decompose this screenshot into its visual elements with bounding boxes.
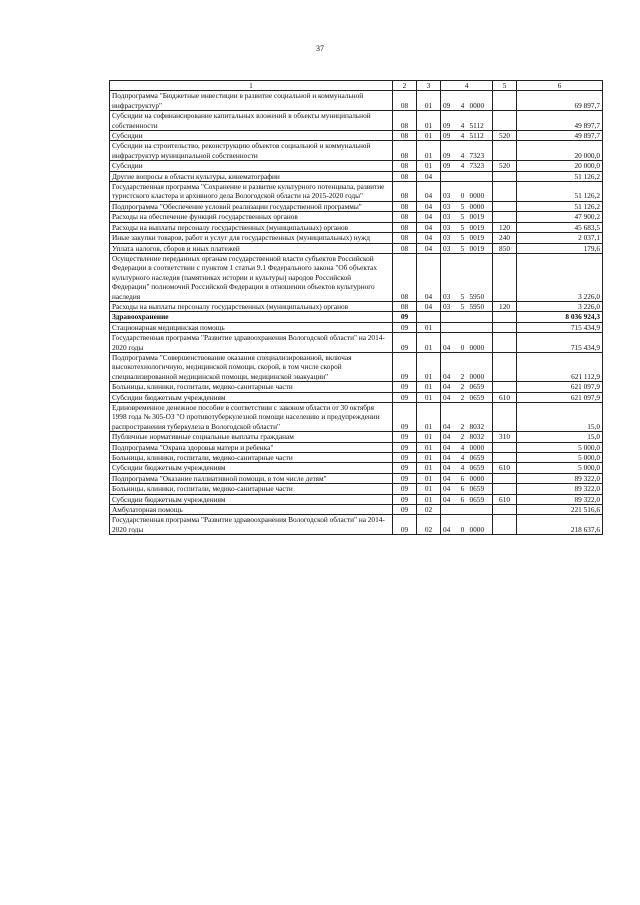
table-row (110, 212, 603, 222)
row-section-cell: 09 (393, 453, 417, 463)
row-amount-cell: 89 322,0 (517, 473, 603, 483)
row-direction-code-cell: 5950 (468, 301, 493, 311)
row-direction-code-cell: 7323 (468, 141, 493, 161)
row-subprogram-code-cell: 2 (458, 403, 468, 432)
row-name-cell: Стационарная медицинская помощь (110, 322, 393, 332)
row-section-cell: 09 (393, 312, 417, 322)
row-subsection-cell: 01 (417, 352, 441, 381)
row-name-cell: Субсидии на софинансирование капитальных вложений в объекты муниципальной собственности (110, 111, 393, 131)
table-row (110, 222, 603, 232)
table-row (110, 442, 603, 452)
row-amount-cell: 715 434,9 (517, 333, 603, 353)
row-name-cell: Больницы, клиники, госпитали, медико-санитарные части (110, 382, 393, 392)
row-subprogram-code-cell: 5 (458, 201, 468, 211)
row-amount-cell: 8 036 924,3 (517, 312, 603, 322)
table-row (110, 473, 603, 483)
row-program-code-cell: 09 (441, 111, 458, 131)
row-subsection-cell: 01 (417, 141, 441, 161)
row-section-cell: 08 (393, 141, 417, 161)
row-subsection-cell: 01 (417, 382, 441, 392)
row-name-cell: Государственная программа "Сохранение и развитие культурного потенциала, развитие туристского кластера и архивного дела Вологодской области на 2015-2020 годы" (110, 182, 393, 202)
row-program-code-cell: 04 (441, 352, 458, 381)
row-name-cell: Другие вопросы в области культуры, кинематографии (110, 171, 393, 181)
row-name-cell: Государственная программа "Развитие здравоохранения Вологодской области" на 2014-2020 годы (110, 515, 393, 535)
row-direction-code-cell (468, 505, 493, 515)
row-expense-type-cell (493, 382, 517, 392)
table-row (110, 333, 603, 353)
row-program-code-cell: 04 (441, 484, 458, 494)
row-direction-code-cell: 0000 (468, 515, 493, 535)
row-program-code-cell: 03 (441, 301, 458, 311)
row-amount-cell: 51 126,2 (517, 171, 603, 181)
header-col-4: 4 (441, 81, 493, 91)
row-expense-type-cell (493, 484, 517, 494)
row-direction-code-cell: 0659 (468, 494, 493, 504)
row-expense-type-cell (493, 182, 517, 202)
row-section-cell: 09 (393, 463, 417, 473)
table-row (110, 515, 603, 535)
row-name-cell: Здравоохранение (110, 312, 393, 322)
row-subprogram-code-cell: 5 (458, 233, 468, 243)
row-subprogram-code-cell: 2 (458, 432, 468, 442)
row-direction-code-cell: 5950 (468, 253, 493, 301)
row-direction-code-cell: 0659 (468, 453, 493, 463)
row-name-cell: Больницы, клиники, госпитали, медико-санитарные части (110, 453, 393, 463)
row-expense-type-cell (493, 473, 517, 483)
row-section-cell: 09 (393, 515, 417, 535)
row-expense-type-cell (493, 111, 517, 131)
row-amount-cell: 51 126,2 (517, 201, 603, 211)
row-direction-code-cell: 0659 (468, 463, 493, 473)
table-header-row (110, 81, 603, 91)
row-subsection-cell: 01 (417, 111, 441, 131)
row-subsection-cell: 04 (417, 222, 441, 232)
row-subsection-cell: 01 (417, 453, 441, 463)
row-direction-code-cell: 5112 (468, 111, 493, 131)
row-program-code-cell: 04 (441, 515, 458, 535)
row-name-cell: Расходы на обеспечение функций государственных органов (110, 212, 393, 222)
table-row (110, 243, 603, 253)
row-name-cell: Субсидии (110, 131, 393, 141)
row-section-cell: 08 (393, 161, 417, 171)
row-subsection-cell: 01 (417, 403, 441, 432)
table-body (110, 91, 603, 535)
row-program-code-cell: 03 (441, 182, 458, 202)
row-program-code-cell: 04 (441, 453, 458, 463)
row-expense-type-cell (493, 453, 517, 463)
row-amount-cell: 51 126,2 (517, 182, 603, 202)
row-subprogram-code-cell (458, 171, 468, 181)
row-name-cell: Субсидии (110, 161, 393, 171)
table-row (110, 161, 603, 171)
table-row (110, 171, 603, 181)
table-row (110, 484, 603, 494)
row-amount-cell: 179,6 (517, 243, 603, 253)
row-direction-code-cell: 0000 (468, 333, 493, 353)
row-subprogram-code-cell: 2 (458, 382, 468, 392)
row-expense-type-cell (493, 201, 517, 211)
row-subprogram-code-cell: 4 (458, 161, 468, 171)
row-name-cell: Публичные нормативные социальные выплаты гражданам (110, 432, 393, 442)
row-subsection-cell: 01 (417, 463, 441, 473)
row-amount-cell: 69 897,7 (517, 91, 603, 111)
row-direction-code-cell: 8032 (468, 403, 493, 432)
row-direction-code-cell: 0019 (468, 212, 493, 222)
row-expense-type-cell: 240 (493, 233, 517, 243)
table-row (110, 182, 603, 202)
row-program-code-cell: 04 (441, 494, 458, 504)
row-section-cell: 08 (393, 201, 417, 211)
row-subprogram-code-cell (458, 322, 468, 332)
row-section-cell: 09 (393, 505, 417, 515)
table-row (110, 312, 603, 322)
row-subsection-cell: 04 (417, 212, 441, 222)
row-expense-type-cell (493, 322, 517, 332)
row-section-cell: 09 (393, 494, 417, 504)
row-amount-cell: 621 097,9 (517, 392, 603, 402)
row-amount-cell: 715 434,9 (517, 322, 603, 332)
row-name-cell: Субсидии бюджетным учреждениям (110, 392, 393, 402)
row-program-code-cell (441, 505, 458, 515)
row-amount-cell: 49 897,7 (517, 111, 603, 131)
row-section-cell: 09 (393, 322, 417, 332)
row-program-code-cell: 09 (441, 161, 458, 171)
row-expense-type-cell (493, 442, 517, 452)
header-col-2: 2 (393, 81, 417, 91)
row-amount-cell: 621 097,9 (517, 382, 603, 392)
row-program-code-cell: 03 (441, 222, 458, 232)
row-program-code-cell: 03 (441, 212, 458, 222)
row-section-cell: 09 (393, 392, 417, 402)
row-amount-cell: 47 900,2 (517, 212, 603, 222)
row-expense-type-cell: 610 (493, 392, 517, 402)
row-subprogram-code-cell: 6 (458, 473, 468, 483)
row-expense-type-cell: 850 (493, 243, 517, 253)
row-program-code-cell: 04 (441, 333, 458, 353)
header-col-1: 1 (110, 81, 393, 91)
row-direction-code-cell: 0000 (468, 182, 493, 202)
row-program-code-cell: 03 (441, 233, 458, 243)
row-amount-cell: 221 516,6 (517, 505, 603, 515)
table-row (110, 453, 603, 463)
row-section-cell: 08 (393, 233, 417, 243)
row-amount-cell: 5 000,0 (517, 463, 603, 473)
row-subsection-cell: 01 (417, 494, 441, 504)
header-col-3: 3 (417, 81, 441, 91)
row-subsection-cell: 04 (417, 201, 441, 211)
row-direction-code-cell (468, 171, 493, 181)
row-section-cell: 08 (393, 171, 417, 181)
row-subprogram-code-cell: 6 (458, 484, 468, 494)
row-section-cell: 09 (393, 473, 417, 483)
row-program-code-cell: 04 (441, 392, 458, 402)
row-amount-cell: 20 000,0 (517, 141, 603, 161)
row-direction-code-cell: 8032 (468, 432, 493, 442)
row-expense-type-cell (493, 141, 517, 161)
row-section-cell: 09 (393, 432, 417, 442)
row-subsection-cell: 02 (417, 505, 441, 515)
row-subprogram-code-cell: 4 (458, 442, 468, 452)
table-row (110, 301, 603, 311)
row-amount-cell: 89 322,0 (517, 484, 603, 494)
table-row (110, 463, 603, 473)
row-expense-type-cell: 310 (493, 432, 517, 442)
table-row (110, 233, 603, 243)
row-expense-type-cell (493, 333, 517, 353)
row-direction-code-cell: 0000 (468, 352, 493, 381)
row-direction-code-cell: 0019 (468, 243, 493, 253)
row-expense-type-cell (493, 352, 517, 381)
row-name-cell: Единовременное денежное пособие в соответствии с законом области от 30 октября 1998 года № 305-ОЗ "О противотуберкулезной помощи населению и предупреждении распространения туберкулеза в Вологодской области" (110, 403, 393, 432)
row-amount-cell: 49 897,7 (517, 131, 603, 141)
row-subprogram-code-cell (458, 505, 468, 515)
row-subprogram-code-cell: 4 (458, 141, 468, 161)
row-subprogram-code-cell: 0 (458, 182, 468, 202)
row-expense-type-cell (493, 91, 517, 111)
row-direction-code-cell: 0019 (468, 222, 493, 232)
row-expense-type-cell: 610 (493, 463, 517, 473)
row-section-cell: 08 (393, 222, 417, 232)
table-row (110, 494, 603, 504)
row-section-cell: 09 (393, 352, 417, 381)
row-section-cell: 09 (393, 442, 417, 452)
row-program-code-cell: 04 (441, 473, 458, 483)
row-section-cell: 08 (393, 212, 417, 222)
row-amount-cell: 15,0 (517, 403, 603, 432)
row-subsection-cell: 04 (417, 253, 441, 301)
table-row (110, 253, 603, 301)
row-section-cell: 08 (393, 243, 417, 253)
row-name-cell: Амбулаторная помощь (110, 505, 393, 515)
row-expense-type-cell (493, 312, 517, 322)
page-number: 37 (316, 44, 324, 53)
row-subsection-cell: 01 (417, 392, 441, 402)
row-subprogram-code-cell: 5 (458, 222, 468, 232)
row-expense-type-cell (493, 515, 517, 535)
row-amount-cell: 5 000,0 (517, 442, 603, 452)
row-amount-cell: 621 112,9 (517, 352, 603, 381)
row-subprogram-code-cell: 4 (458, 463, 468, 473)
row-section-cell: 09 (393, 484, 417, 494)
row-subprogram-code-cell: 2 (458, 392, 468, 402)
row-name-cell: Подпрограмма "Совершенствование оказания специализированной, включая высокотехнологичную, медицинской помощи, скорой, в том числе скорой специализированной медицинской помощи, медицинской эвакуации" (110, 352, 393, 381)
row-subprogram-code-cell (458, 312, 468, 322)
row-subsection-cell: 01 (417, 442, 441, 452)
row-direction-code-cell: 0019 (468, 233, 493, 243)
row-subsection-cell: 04 (417, 243, 441, 253)
row-name-cell: Иные закупки товаров, работ и услуг для государственных (муниципальных) нужд (110, 233, 393, 243)
table-row (110, 403, 603, 432)
row-subsection-cell: 04 (417, 301, 441, 311)
row-expense-type-cell (493, 505, 517, 515)
row-direction-code-cell: 0659 (468, 392, 493, 402)
row-name-cell: Уплата налогов, сборов и иных платежей (110, 243, 393, 253)
table-row (110, 201, 603, 211)
row-program-code-cell: 03 (441, 253, 458, 301)
row-expense-type-cell (493, 403, 517, 432)
table-row (110, 131, 603, 141)
row-expense-type-cell: 520 (493, 161, 517, 171)
row-subprogram-code-cell: 6 (458, 494, 468, 504)
row-program-code-cell: 04 (441, 463, 458, 473)
row-expense-type-cell: 120 (493, 222, 517, 232)
table-row (110, 505, 603, 515)
row-subsection-cell: 01 (417, 131, 441, 141)
header-col-6: 6 (517, 81, 603, 91)
row-subsection-cell: 01 (417, 161, 441, 171)
row-program-code-cell: 03 (441, 201, 458, 211)
row-program-code-cell (441, 312, 458, 322)
row-section-cell: 08 (393, 301, 417, 311)
row-amount-cell: 89 322,0 (517, 494, 603, 504)
row-subsection-cell: 04 (417, 182, 441, 202)
row-amount-cell: 3 226,0 (517, 301, 603, 311)
row-subsection-cell: 01 (417, 333, 441, 353)
row-program-code-cell: 03 (441, 243, 458, 253)
table-row (110, 392, 603, 402)
row-amount-cell: 15,0 (517, 432, 603, 442)
row-subprogram-code-cell: 4 (458, 91, 468, 111)
row-section-cell: 08 (393, 91, 417, 111)
row-name-cell: Государственная программа "Развитие здравоохранения Вологодской области" на 2014-2020 годы (110, 333, 393, 353)
table-row (110, 352, 603, 381)
row-subprogram-code-cell: 0 (458, 333, 468, 353)
row-direction-code-cell: 0000 (468, 91, 493, 111)
row-program-code-cell: 04 (441, 382, 458, 392)
row-subprogram-code-cell: 5 (458, 212, 468, 222)
budget-table (109, 80, 603, 535)
row-amount-cell: 218 637,6 (517, 515, 603, 535)
row-program-code-cell: 09 (441, 91, 458, 111)
row-name-cell: Подпрограмма "Обеспечение условий реализации государственной программы" (110, 201, 393, 211)
row-expense-type-cell: 520 (493, 131, 517, 141)
row-direction-code-cell: 5112 (468, 131, 493, 141)
row-subprogram-code-cell: 4 (458, 131, 468, 141)
table-row (110, 91, 603, 111)
row-amount-cell: 3 226,0 (517, 253, 603, 301)
row-name-cell: Осуществление переданных органам государственной власти субъектов Российской Федерации в соответствии с пунктом 1 статьи 9.1 Федерального закона "Об объектах культурного наследия (памятниках истории и культуры) народов Российской Федерации" полномочий Российской Федерации в отношении объектов культурного наследия (110, 253, 393, 301)
row-subsection-cell: 02 (417, 515, 441, 535)
row-expense-type-cell (493, 253, 517, 301)
row-program-code-cell: 09 (441, 141, 458, 161)
row-subsection-cell: 01 (417, 473, 441, 483)
row-name-cell: Подпрограмма "Оказание паллиативной помощи, в том числе детям" (110, 473, 393, 483)
row-section-cell: 09 (393, 382, 417, 392)
row-amount-cell: 5 000,0 (517, 453, 603, 463)
row-direction-code-cell (468, 322, 493, 332)
row-program-code-cell: 04 (441, 432, 458, 442)
row-amount-cell: 2 037,1 (517, 233, 603, 243)
row-name-cell: Расходы на выплаты персоналу государственных (муниципальных) органов (110, 222, 393, 232)
row-program-code-cell: 09 (441, 131, 458, 141)
row-name-cell: Подпрограмма "Охрана здоровья матери и ребенка" (110, 442, 393, 452)
table-row (110, 111, 603, 131)
table-row (110, 382, 603, 392)
row-subsection-cell: 01 (417, 91, 441, 111)
row-direction-code-cell: 0000 (468, 442, 493, 452)
row-name-cell: Субсидии на строительство, реконструкцию объектов социальной и коммунальной инфраструктур муниципальной собственности (110, 141, 393, 161)
row-direction-code-cell: 0000 (468, 201, 493, 211)
row-subprogram-code-cell: 5 (458, 243, 468, 253)
row-subprogram-code-cell: 5 (458, 253, 468, 301)
row-program-code-cell: 04 (441, 442, 458, 452)
row-subsection-cell: 04 (417, 233, 441, 243)
row-subsection-cell: 04 (417, 171, 441, 181)
row-section-cell: 09 (393, 403, 417, 432)
row-subsection-cell: 01 (417, 484, 441, 494)
row-section-cell: 08 (393, 182, 417, 202)
table-row (110, 432, 603, 442)
row-section-cell: 08 (393, 111, 417, 131)
row-program-code-cell (441, 171, 458, 181)
row-subprogram-code-cell: 4 (458, 111, 468, 131)
row-subsection-cell: 01 (417, 432, 441, 442)
row-amount-cell: 20 000,0 (517, 161, 603, 171)
row-amount-cell: 45 683,5 (517, 222, 603, 232)
row-subprogram-code-cell: 5 (458, 301, 468, 311)
row-program-code-cell (441, 322, 458, 332)
row-program-code-cell: 04 (441, 403, 458, 432)
row-expense-type-cell (493, 171, 517, 181)
row-direction-code-cell: 7323 (468, 161, 493, 171)
row-subprogram-code-cell: 4 (458, 453, 468, 463)
row-direction-code-cell: 0659 (468, 382, 493, 392)
row-subsection-cell: 01 (417, 322, 441, 332)
row-name-cell: Субсидии бюджетным учреждениям (110, 494, 393, 504)
row-direction-code-cell: 0659 (468, 484, 493, 494)
table-row (110, 322, 603, 332)
row-subprogram-code-cell: 0 (458, 515, 468, 535)
row-subsection-cell (417, 312, 441, 322)
row-name-cell: Подпрограмма "Бюджетные инвестиции в развитие социальной и коммунальной инфраструктур" (110, 91, 393, 111)
row-subprogram-code-cell: 2 (458, 352, 468, 381)
row-name-cell: Расходы на выплаты персоналу государственных (муниципальных) органов (110, 301, 393, 311)
table-row (110, 141, 603, 161)
row-direction-code-cell: 0000 (468, 473, 493, 483)
row-direction-code-cell (468, 312, 493, 322)
row-expense-type-cell: 610 (493, 494, 517, 504)
row-section-cell: 09 (393, 333, 417, 353)
row-expense-type-cell: 120 (493, 301, 517, 311)
row-section-cell: 08 (393, 131, 417, 141)
header-col-5: 5 (493, 81, 517, 91)
row-name-cell: Субсидии бюджетным учреждениям (110, 463, 393, 473)
row-name-cell: Больницы, клиники, госпитали, медико-санитарные части (110, 484, 393, 494)
row-section-cell: 08 (393, 253, 417, 301)
row-expense-type-cell (493, 212, 517, 222)
